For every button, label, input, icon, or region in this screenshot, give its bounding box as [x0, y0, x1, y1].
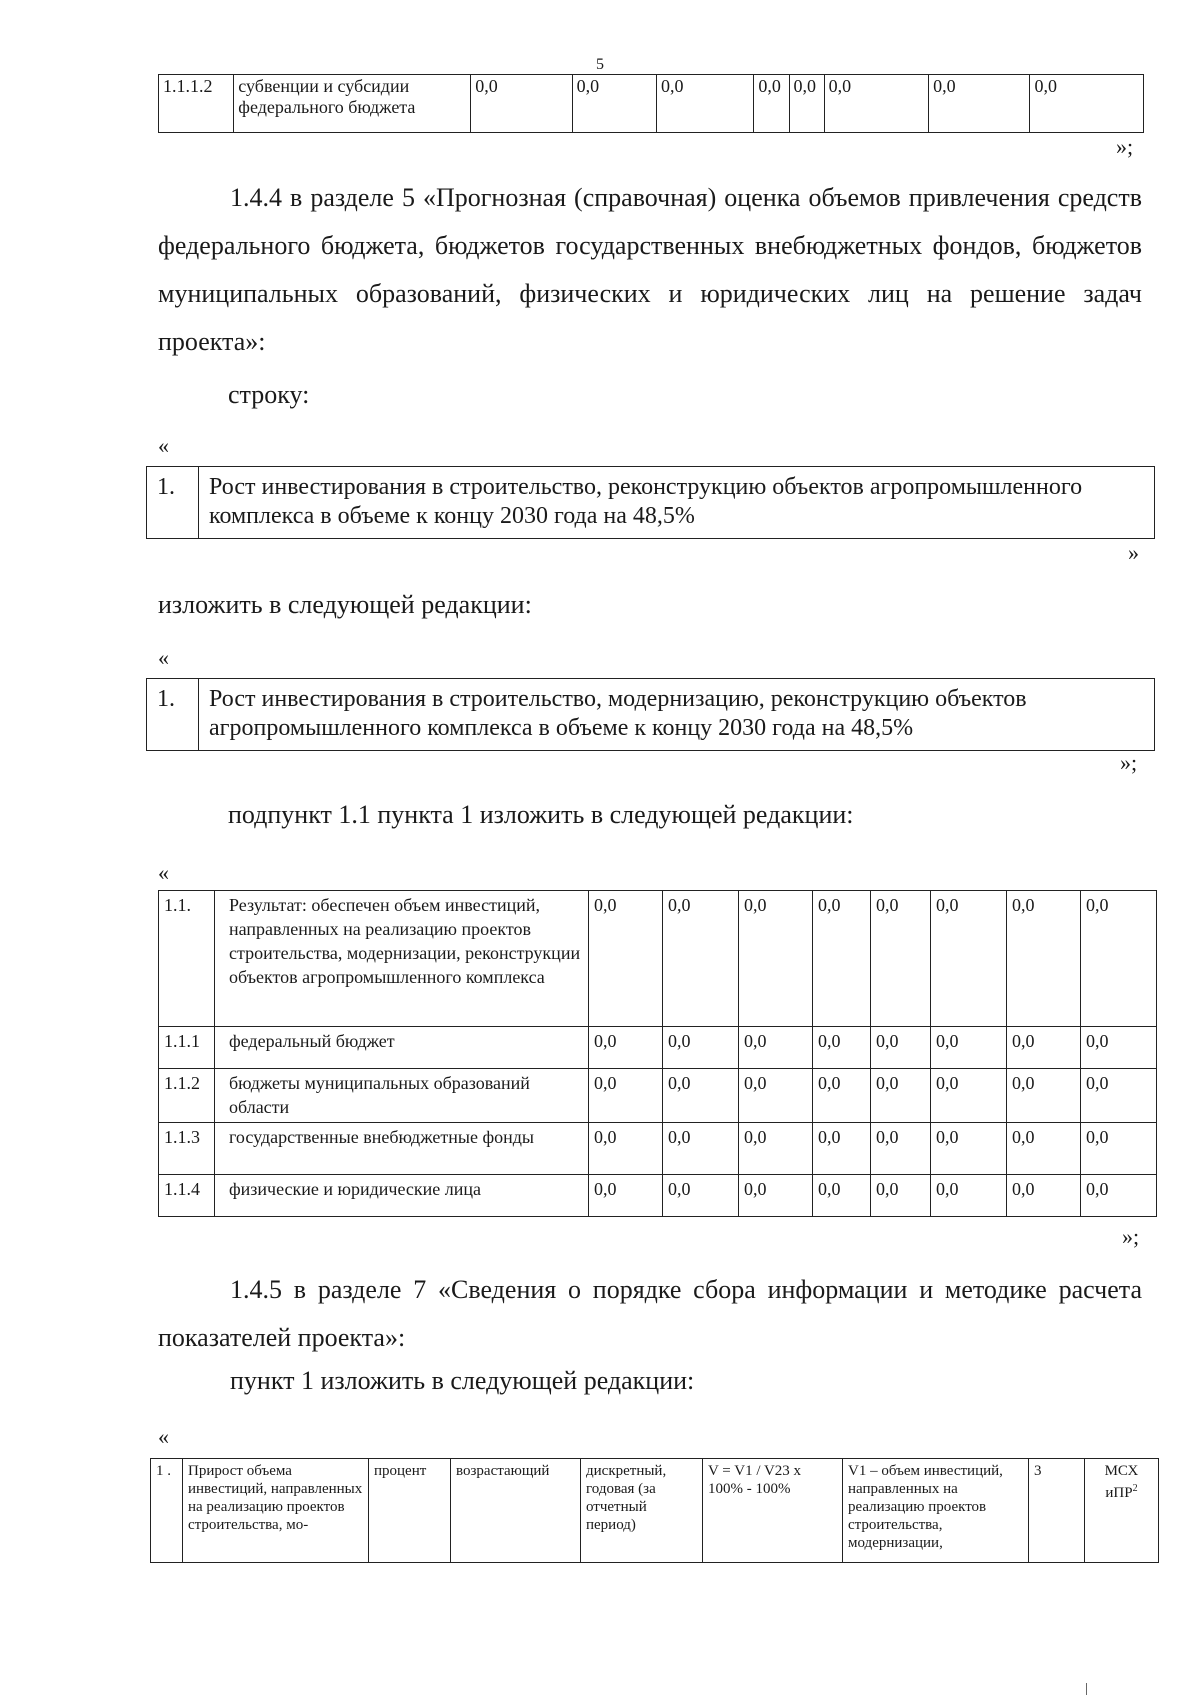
table-cell-value: 0,0 [663, 1069, 739, 1123]
table-cell-value: 0,0 [589, 891, 663, 1027]
table-methodology [150, 1458, 1159, 1563]
table-cell-value: 0,0 [871, 1123, 931, 1175]
table-cell-value: 0,0 [1007, 1069, 1081, 1123]
table-cell-value: 0,0 [656, 75, 753, 133]
table-cell-text: Рост инвестирования в строительство, реконструкцию объектов агропромышленного комплекса в объеме к концу 2030 года на 48,5% [199, 467, 1155, 539]
table-cell-value: 0,0 [589, 1069, 663, 1123]
section-144-intro: 1.4.4 в разделе 5 «Прогнозная (справочная) оценка объемов привлечения средств федерального бюджета, бюджетов государственных внебюджетных фондов, бюджетов муниципальных образований, физических и юридических лиц на решение задач проекта»: [158, 183, 1142, 356]
table-cell-value: 0,0 [754, 75, 789, 133]
table-cell-value: 0,0 [789, 75, 824, 133]
table-cell-value: 0,0 [871, 1175, 931, 1217]
open-quote: « [158, 433, 169, 458]
table-cell-value: 0,0 [813, 1175, 871, 1217]
table-cell-description: V1 – объем инвестиций, направленных на реализацию проектов строительства, модернизации, [843, 1459, 1029, 1563]
table-cell-text: Рост инвестирования в строительство, модернизацию, реконструкцию объектов агропромышленного комплекса в объеме к концу 2030 года на 48,5% [199, 679, 1155, 751]
table-row [159, 1069, 1157, 1123]
table-cell-value: 0,0 [813, 891, 871, 1027]
table-cell-value: 0,0 [1007, 1175, 1081, 1217]
table-cell-number: 3 [1029, 1459, 1085, 1563]
table-cell-code: 1.1.1 [159, 1027, 215, 1069]
table-cell-value: 0,0 [813, 1027, 871, 1069]
table-cell-label: физические и юридические лица [215, 1175, 589, 1217]
table-cell-label: федеральный бюджет [215, 1027, 589, 1069]
table-cell-name: Прирост объема инвестиций, направленных на реализацию проектов строительства, мо- [183, 1459, 369, 1563]
table-cell-value: 0,0 [1081, 1027, 1157, 1069]
page-number: 5 [596, 56, 604, 73]
table-cell-num: 1. [147, 679, 199, 751]
table-cell-code: 1.1.3 [159, 1123, 215, 1175]
table-new-row [146, 678, 1155, 751]
subpoint-label: подпункт 1.1 пункта 1 изложить в следующей редакции: [228, 800, 854, 829]
table-cell-value: 0,0 [663, 1027, 739, 1069]
table-cell-label: государственные внебюджетные фонды [215, 1123, 589, 1175]
source-text: МСХ иПР [1104, 1463, 1139, 1501]
table-cell-value: 0,0 [589, 1027, 663, 1069]
table-row [159, 1027, 1157, 1069]
scan-mark [1086, 1683, 1087, 1695]
point-label: пункт 1 изложить в следующей редакции: [230, 1366, 695, 1395]
table-cell-value: 0,0 [931, 1123, 1007, 1175]
table-cell-value: 0,0 [739, 891, 813, 1027]
table-cell-value: 0,0 [931, 1175, 1007, 1217]
footnote-marker: 2 [1132, 1483, 1138, 1494]
table-cell-code: 1.1.1.2 [159, 75, 234, 133]
table-cell-value: 0,0 [813, 1123, 871, 1175]
table-cell-value: 0,0 [929, 75, 1030, 133]
table-cell-value: 0,0 [1007, 1027, 1081, 1069]
row-label: строку: [228, 380, 310, 409]
table-cell-value: 0,0 [1081, 1175, 1157, 1217]
table-cell-value: 0,0 [813, 1069, 871, 1123]
table-cell-code: 1.1. [159, 891, 215, 1027]
table-cell-value: 0,0 [589, 1175, 663, 1217]
table-cell-value: 0,0 [1081, 891, 1157, 1027]
table-cell-code: 1.1.2 [159, 1069, 215, 1123]
table-cell-value: 0,0 [739, 1175, 813, 1217]
table-cell-value: 0,0 [663, 1175, 739, 1217]
table-investment-result [158, 890, 1157, 1217]
open-quote: « [158, 860, 169, 885]
table-row [159, 1175, 1157, 1217]
table-cell-value: 0,0 [663, 891, 739, 1027]
table-cell-value: 0,0 [824, 75, 928, 133]
table-cell-period: дискретный, годовая (за отчетный период) [581, 1459, 703, 1563]
closing-quote: »; [1122, 1224, 1140, 1249]
table-cell-value: 0,0 [1081, 1069, 1157, 1123]
table-cell-label: субвенции и субсидии федерального бюджета [234, 75, 471, 133]
closing-quote: » [1128, 540, 1139, 565]
edit-label: изложить в следующей редакции: [158, 590, 532, 619]
table-cell-label: Результат: обеспечен объем инвестиций, направленных на реализацию проектов строительства, модернизации, реконструкции объектов агропромышленного комплекса [215, 891, 589, 1027]
table-cell-value: 0,0 [739, 1069, 813, 1123]
table-cell-value: 0,0 [1030, 75, 1144, 133]
table-cell-value: 0,0 [931, 1027, 1007, 1069]
open-quote: « [158, 645, 169, 670]
table-cell-value: 0,0 [1007, 891, 1081, 1027]
table-subsidies-row [158, 74, 1144, 133]
table-cell-formula: V = V1 / V23 x 100% - 100% [703, 1459, 843, 1563]
table-cell-source [1085, 1459, 1159, 1563]
table-row [159, 891, 1157, 1027]
table-cell-value: 0,0 [1007, 1123, 1081, 1175]
table-cell-value: 0,0 [1081, 1123, 1157, 1175]
table-cell-value: 0,0 [871, 1069, 931, 1123]
table-cell-value: 0,0 [931, 891, 1007, 1027]
table-cell-trend: возрастающий [451, 1459, 581, 1563]
closing-quote: »; [1120, 750, 1138, 775]
table-cell-value: 0,0 [471, 75, 572, 133]
closing-quote: »; [1116, 134, 1134, 159]
table-cell-value: 0,0 [739, 1123, 813, 1175]
table-cell-value: 0,0 [589, 1123, 663, 1175]
table-cell-num: 1 . [151, 1459, 183, 1563]
table-cell-unit: процент [369, 1459, 451, 1563]
table-cell-code: 1.1.4 [159, 1175, 215, 1217]
table-cell-num: 1. [147, 467, 199, 539]
table-cell-value: 0,0 [931, 1069, 1007, 1123]
section-145-intro: 1.4.5 в разделе 7 «Сведения о порядке сбора информации и методике расчета показателей проекта»: [158, 1275, 1142, 1352]
table-cell-value: 0,0 [871, 1027, 931, 1069]
table-old-row [146, 466, 1155, 539]
table-cell-value: 0,0 [663, 1123, 739, 1175]
table-cell-value: 0,0 [871, 891, 931, 1027]
table-row [159, 1123, 1157, 1175]
table-cell-value: 0,0 [739, 1027, 813, 1069]
table-cell-value: 0,0 [572, 75, 656, 133]
table-cell-label: бюджеты муниципальных образований области [215, 1069, 589, 1123]
open-quote: « [158, 1424, 169, 1449]
